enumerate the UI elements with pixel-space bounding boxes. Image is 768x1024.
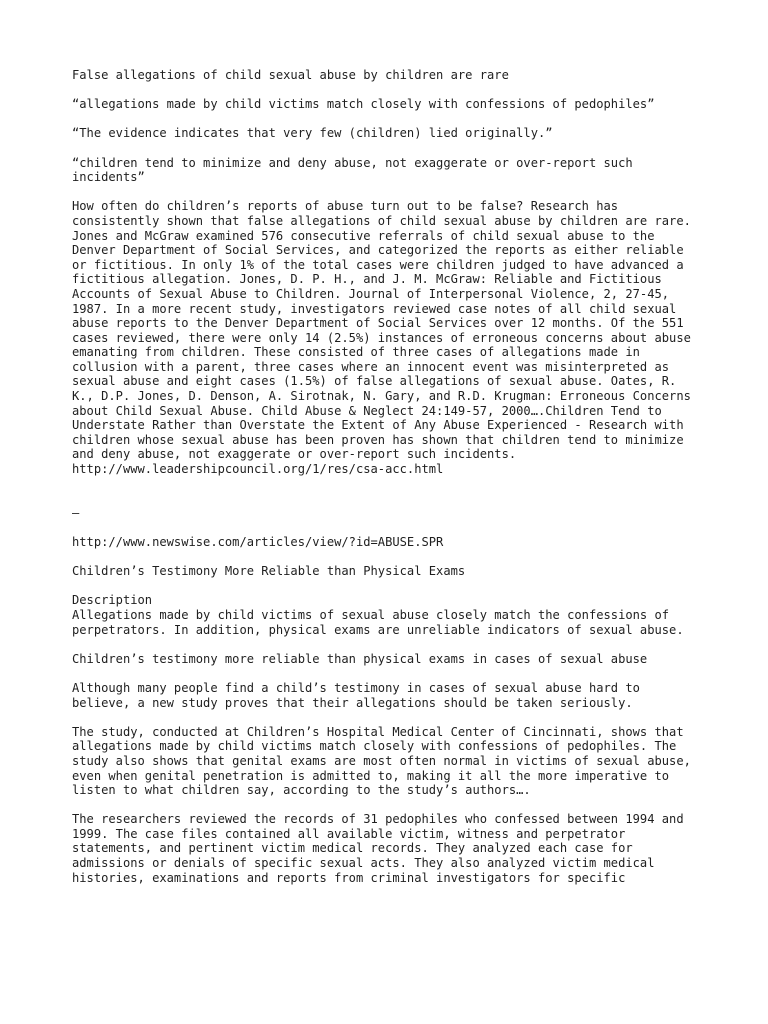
body-paragraph-records: The researchers reviewed the records of 31 pedophiles who confessed between 1994 and 1999. The case files contained all available victim, witness and perpetrator statements, and pertinent victim medical records. They analyzed each case for admissions or denials of specific sexual acts. They also analyzed victim medical histories, examinations and reports from criminal investigators for specific	[72, 812, 684, 885]
body-paragraph-research: How often do children’s reports of abuse turn out to be false? Research has consistently shown that false allegations of child sexual abuse by children are rare. Jones and McGraw examined 576 consecutive referrals of child sexual abuse to the Denver Department of Social Services, and categorized the reports as either reliable or fictitious. In only 1% of the total cases were children judged to have advanced a fictitious allegation. Jones, D. P. H., and J. M. McGraw: Reliable and Fictitious Accounts of Sexual Abuse to Children. Journal of Interpersonal Violence, 2, 27-45, 1987. In a more recent study, investigators reviewed case notes of all child sexual abuse reports to the Denver Department of Social Services over 12 months. Of the 551 cases reviewed, there were only 14 (2.5%) instances of erroneous concerns about abuse emanating from children. These consisted of three cases of allegations made in collusion with a parent, three cases where an innocent event was misinterpreted as sexual abuse and eight cases (1.5%) of false allegations of sexual abuse. Oates, R. K., D.P. Jones, D. Denson, A. Sirotnak, N. Gary, and R.D. Krugman: Erroneous Concerns about Child Sexual Abuse. Child Abuse & Neglect 24:149-57, 2000….Children Tend to Understate Rather than Overstate the Extent of Any Abuse Experienced - Research with children whose sexual abuse has been proven has shown that children tend to minimize and deny abuse, not exaggerate or over-report such incidents.	[72, 199, 691, 462]
separator-dash: –	[72, 505, 80, 520]
document-heading: False allegations of child sexual abuse by children are rare	[72, 68, 509, 82]
quote-minimize: “children tend to minimize and deny abuse, not exaggerate or over-report such incidents”	[72, 155, 633, 185]
source-url-leadershipcouncil[interactable]: http://www.leadershipcouncil.org/1/res/csa-acc.html	[72, 462, 444, 477]
spacer	[72, 491, 696, 506]
body-paragraph-study: The study, conducted at Children’s Hospital Medical Center of Cincinnati, shows that allegations made by child victims match closely with confessions of pedophiles. The study also shows that genital exams are most often normal in victims of sexual abuse, even when genital penetration is admitted to, making it all the more imperative to listen to what children say, according to the study’s authors….	[72, 724, 691, 798]
quote-evidence: “The evidence indicates that very few (children) lied originally.”	[72, 126, 553, 141]
article-title: Children’s Testimony More Reliable than Physical Exams	[72, 564, 466, 579]
description-label: Description	[72, 593, 153, 608]
document-page	[72, 68, 696, 900]
description-text: Allegations made by child victims of sexual abuse closely match the confessions of perpetrators. In addition, physical exams are unreliable indicators of sexual abuse.	[72, 607, 684, 637]
quote-confessions: “allegations made by child victims match closely with confessions of pedophiles”	[72, 97, 655, 112]
article-subtitle: Children’s testimony more reliable than physical exams in cases of sexual abuse	[72, 651, 648, 666]
source-url-newswise[interactable]: http://www.newswise.com/articles/view/?id=ABUSE.SPR	[72, 535, 444, 549]
body-paragraph-intro: Although many people find a child’s testimony in cases of sexual abuse hard to believe, a new study proves that their allegations should be taken seriously.	[72, 680, 640, 710]
